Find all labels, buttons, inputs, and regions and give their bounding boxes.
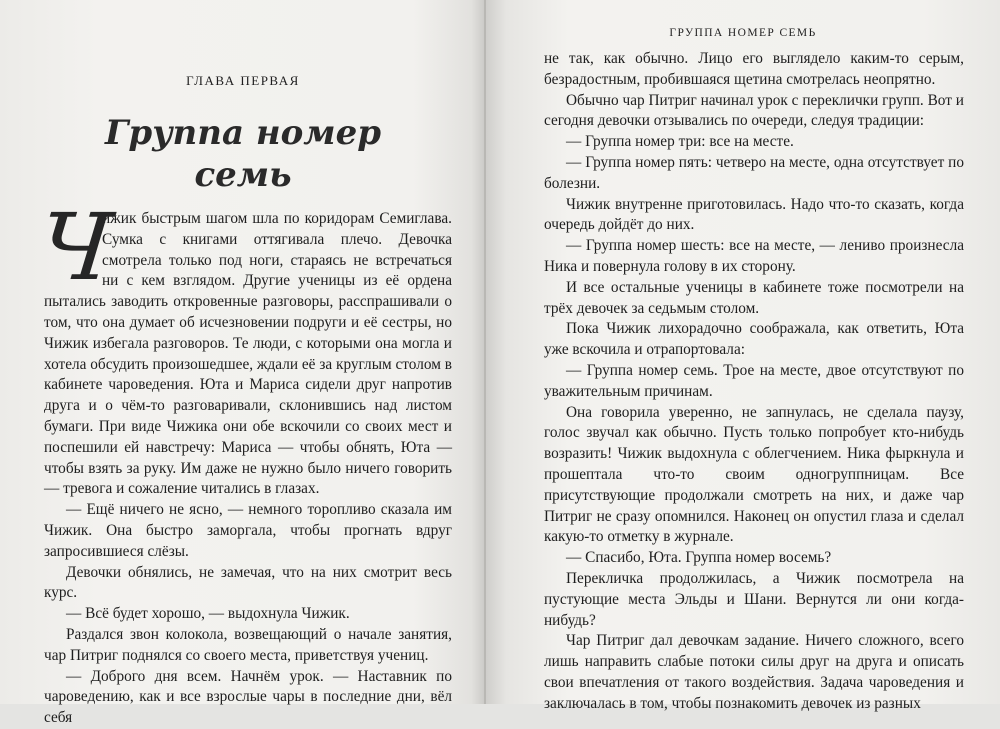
right-body-text bbox=[544, 49, 964, 715]
paragraph: — Спасибо, Юта. Группа номер восемь? bbox=[566, 549, 832, 567]
paragraph: Раздался звон колокола, возвещающий о начале занятия, чар Питриг поднялся со своего места, приветствуя учениц. bbox=[44, 625, 452, 664]
paragraph-text: ижик быстрым шагом шла по коридорам Семиглава. Сумка с книгами оттягивала плечо. Девочка смотрела только под ноги, стараясь не встречаться ни с кем взглядом. Другие ученицы из её ордена пытались заводить откровенные разговоры, расспрашивали о том, что она думает об исчезновении подруги и её сестры, но Чижик избегала разговоров. Те люди, с которыми она могла и хотела обсудить произошедшее, ждали её за круглым столом в кабинете чароведения. Юта и Мариса сидели друг напротив друга и о чём-то разговаривали, склонившись над листом бумаги. При виде Чижика они обе вскочили со своих мест и поспешили ей навстречу: Мариса — чтобы обнять, Юта — чтобы взять за руку. Им даже не нужно было ничего говорить — тревога и сожаление читались в глазах. bbox=[44, 210, 452, 498]
running-head: ГРУППА НОМЕР СЕМЬ bbox=[669, 27, 817, 39]
paragraph: Девочки обнялись, не замечая, что на них смотрит весь курс. bbox=[44, 563, 452, 602]
paragraph: Чар Питриг дал девочкам задание. Ничего сложного, всего лишь направить слабые потоки силы друг на друга и описать свои впечатления от такого воздействия. Задача чароведения и заключалась в том, чтобы познакомить девочек из разных bbox=[544, 632, 964, 712]
paragraph: Обычно чар Питриг начинал урок с переклички групп. Вот и сегодня девочки отзывались по очереди, следуя традиции: bbox=[544, 91, 964, 130]
paragraph bbox=[34, 194, 452, 500]
chapter-title bbox=[0, 112, 486, 196]
paragraph: И все остальные ученицы в кабинете тоже посмотрели на трёх девочек за седьмым столом. bbox=[544, 278, 964, 317]
chapter-title-line-1: Группа номер bbox=[104, 113, 382, 153]
paragraph: — Группа номер шесть: все на месте, — лениво произнесла Ника и повернула голову в их сторону. bbox=[544, 237, 964, 275]
paragraph: — Группа номер три: все на месте. bbox=[566, 133, 794, 151]
paragraph: — Группа номер пять: четверо на месте, одна отсутствует по болезни. bbox=[544, 153, 964, 192]
paragraph: Пока Чижик лихорадочно соображала, как ответить, Юта уже вскочила и отрапортовала: bbox=[544, 320, 964, 359]
paragraph: не так, как обычно. Лицо его выглядело каким-то серым, безрадостным, пробившаяся щетина смотрелась неопрятно. bbox=[544, 50, 964, 88]
left-body-text bbox=[34, 194, 452, 729]
drop-cap bbox=[34, 194, 117, 301]
paragraph: Перекличка продолжилась, а Чижик посмотрела на пустующие места Эльды и Шани. Вернутся ли они когда-нибудь? bbox=[544, 569, 964, 629]
paragraph: — Ещё ничего не ясно, — немного торопливо сказала им Чижик. Она быстро заморгала, чтобы прогнать вдруг запросившиеся слёзы. bbox=[44, 501, 452, 560]
paragraph: Она говорила уверенно, не запнулась, не сделала паузу, голос звучал как обычно. Пусть только попробует кто-нибудь возразить! Чижик выдохнула с облегчением. Ника фыркнула и прошептала что-то своим одногруппницам. Все присутствующие продолжали смотреть на них, и даже чар Питриг не сразу опомнился. Наконец он опустил глаза и сделал какую-то отметку в журнале. bbox=[544, 403, 964, 546]
paragraph: Чижик внутренне приготовилась. Надо что-то сказать, когда очередь дойдёт до них. bbox=[544, 195, 964, 234]
right-page bbox=[486, 0, 1000, 712]
paragraph: — Всё будет хорошо, — выдохнула Чижик. bbox=[66, 605, 350, 623]
chapter-label: ГЛАВА ПЕРВАЯ bbox=[186, 73, 300, 88]
left-page bbox=[0, 0, 486, 727]
chapter-title-line-2: семь bbox=[194, 155, 292, 195]
paragraph: — Группа номер семь. Трое на месте, двое отсутствуют по уважительным причинам. bbox=[544, 361, 964, 400]
drop-cap-letter: Ч bbox=[34, 194, 117, 301]
paragraph: — Доброго дня всем. Начнём урок. — Наставник по чароведению, как и все взрослые чары в последние дни, вёл себя bbox=[44, 667, 452, 727]
